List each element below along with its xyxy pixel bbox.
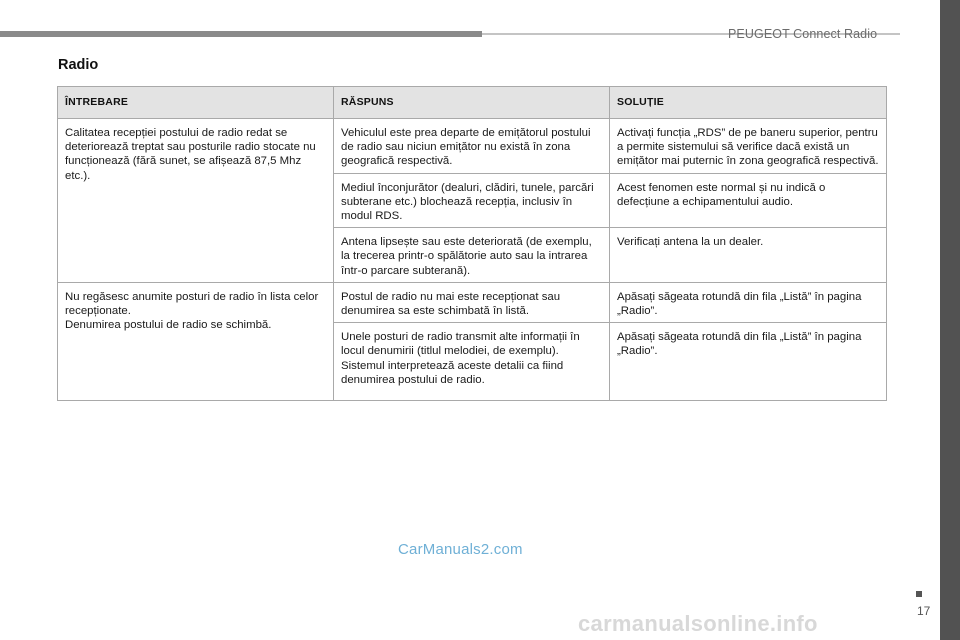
table-row: [58, 282, 887, 322]
question-cell: Calitatea recepției postului de radio redat se deteriorează treptat sau posturile radio stocate nu funcționează (fără sunet, se afișează 87,5 Mhz etc.).: [58, 119, 334, 283]
header-bar-dark: [0, 31, 482, 37]
section-title: Radio: [58, 57, 99, 73]
solution-cell: Apăsați săgeata rotundă din fila „Listă” în pagina „Radio”.: [610, 323, 887, 401]
question-cell: Nu regăsesc anumite posturi de radio în lista celor recepționate. Denumirea postului de radio se schimbă.: [58, 282, 334, 400]
solution-cell: Apăsați săgeata rotundă din fila „Listă” în pagina „Radio”.: [610, 282, 887, 322]
page-marker: [916, 591, 922, 597]
answer-cell: Unele posturi de radio transmit alte informații în locul denumirii (titlul melodiei, de exemplu). Sistemul interpretează aceste detalii ca fiind denumirea postului de radio.: [334, 323, 610, 401]
solution-cell: Activați funcția „RDS” de pe baneru superior, pentru a permite sistemului să verifice dacă există un emițător mai puternic în zona geografică respectivă.: [610, 119, 887, 174]
header-question: ÎNTREBARE: [58, 87, 334, 119]
table-row: [58, 119, 887, 174]
table-header-row: [58, 87, 887, 119]
solution-cell: Verificați antena la un dealer.: [610, 228, 887, 283]
header-answer: RĂSPUNS: [334, 87, 610, 119]
answer-cell: Vehiculul este prea departe de emițătorul postului de radio sau niciun emițător nu există în zona geografică respectivă.: [334, 119, 610, 174]
site-watermark-link[interactable]: CarManuals2.com: [398, 541, 523, 558]
page-edge-strip: [940, 0, 960, 640]
header-solution: SOLUȚIE: [610, 87, 887, 119]
answer-cell: Antena lipsește sau este deteriorată (de exemplu, la trecerea printr-o spălătorie auto sau la intrarea într-o parcare subterană).: [334, 228, 610, 283]
answer-cell: Mediul înconjurător (dealuri, clădiri, tunele, parcări subterane etc.) blochează recepția, inclusiv în modul RDS.: [334, 173, 610, 228]
page-number: 17: [917, 604, 931, 618]
solution-cell: Acest fenomen este normal și nu indică o defecțiune a echipamentului audio.: [610, 173, 887, 228]
faq-table: [57, 86, 887, 401]
document-header-title: PEUGEOT Connect Radio: [728, 27, 878, 41]
footer-watermark: carmanualsonline.info: [578, 611, 818, 636]
answer-cell: Postul de radio nu mai este recepționat sau denumirea sa este schimbată în listă.: [334, 282, 610, 322]
